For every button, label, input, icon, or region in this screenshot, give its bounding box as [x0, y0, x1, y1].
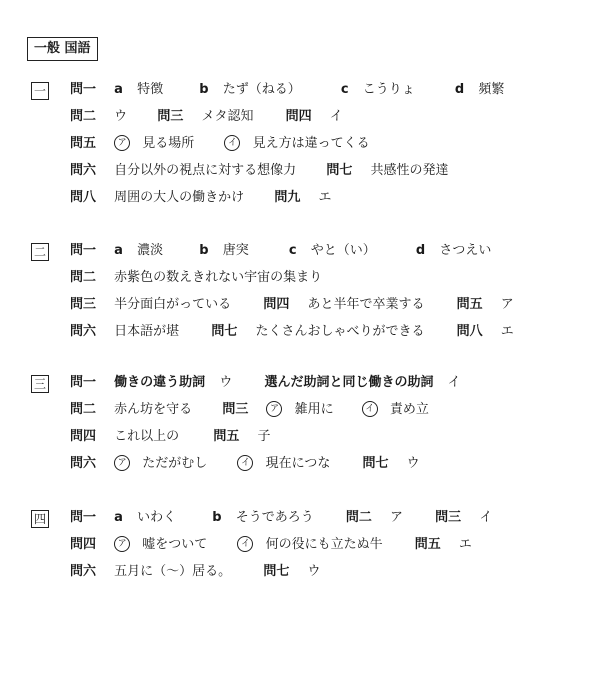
answer: 子: [257, 429, 271, 444]
answer: 日本語が堪: [114, 324, 180, 339]
question-label: 問一: [70, 243, 97, 258]
answer: 現在につな: [265, 456, 331, 471]
section-1-number: 一: [31, 82, 49, 100]
circled-marker: ア: [114, 455, 130, 471]
item-letter: a: [114, 243, 123, 258]
circled-marker: イ: [224, 135, 240, 151]
answer: エ: [458, 537, 472, 552]
question-label: 問七: [211, 324, 238, 339]
question-label: 問八: [70, 190, 97, 205]
section-2-number: 二: [31, 243, 49, 261]
answer: 共感性の発達: [370, 163, 449, 178]
s1-line-4: [70, 161, 448, 181]
answer: エ: [500, 324, 514, 339]
s2-line-4: [70, 322, 514, 342]
question-label: 問一: [70, 375, 97, 390]
question-label: 問三: [435, 510, 462, 525]
answer: 自分以外の視点に対する想像力: [114, 163, 297, 178]
question-label: 問九: [274, 190, 301, 205]
circled-marker: イ: [237, 536, 253, 552]
answer: イ: [479, 510, 493, 525]
question-label: 問四: [285, 109, 312, 124]
question-label: 問八: [456, 324, 483, 339]
answer: 雑用に: [294, 402, 334, 417]
question-label: 問五: [414, 537, 441, 552]
answer: 見え方は違ってくる: [252, 136, 370, 151]
item-letter: d: [454, 82, 465, 97]
circled-marker: ア: [114, 536, 130, 552]
s1-line-2: [70, 107, 343, 127]
question-label: 問二: [70, 402, 97, 417]
question-label: 問三: [222, 402, 249, 417]
item-letter: c: [288, 243, 297, 258]
answer: エ: [318, 190, 332, 205]
section-3-number: 三: [31, 375, 49, 393]
answer: そうであろう: [235, 510, 314, 525]
question-label: 問三: [70, 297, 97, 312]
item-letter: b: [212, 510, 222, 525]
answer: 半分面白がっている: [114, 297, 232, 312]
question-label: 問五: [213, 429, 240, 444]
item-letter: a: [114, 510, 123, 525]
answer: イ: [447, 375, 461, 390]
answer: メタ認知: [201, 109, 254, 124]
answer: たず（ねる）: [222, 82, 301, 97]
answer: 赤紫色の数えきれない宇宙の集まり: [114, 270, 323, 285]
s4-line-2: [70, 535, 472, 555]
item-letter: d: [415, 243, 426, 258]
s3-line-3: [70, 427, 270, 447]
question-label: 問七: [362, 456, 389, 471]
item-letter: b: [199, 82, 209, 97]
answer: ウ: [307, 564, 321, 579]
answer: 周囲の大人の働きかけ: [114, 190, 245, 205]
question-label: 問六: [70, 163, 97, 178]
answer: 濃淡: [137, 243, 164, 258]
s1-line-1: [70, 80, 504, 100]
answer: ウ: [219, 375, 233, 390]
s2-line-3: [70, 295, 514, 315]
question-label: 問六: [70, 456, 97, 471]
question-label: 問五: [70, 136, 97, 151]
s4-line-1: [70, 508, 492, 528]
sub-label: 選んだ助詞と同じ働きの助詞: [264, 375, 434, 390]
question-label: 問七: [326, 163, 353, 178]
s3-line-1: [70, 373, 461, 393]
answer: これ以上の: [114, 429, 180, 444]
answer: ア: [390, 510, 404, 525]
question-label: 問六: [70, 564, 97, 579]
answer: 何の役にも立たぬ牛: [265, 537, 383, 552]
s1-line-3: [70, 134, 370, 154]
item-letter: a: [114, 82, 123, 97]
question-label: 問一: [70, 82, 97, 97]
answer: イ: [329, 109, 343, 124]
question-label: 問七: [263, 564, 290, 579]
answer: さつえい: [439, 243, 492, 258]
answer: 特徴: [137, 82, 164, 97]
question-label: 問四: [263, 297, 290, 312]
answer: ウ: [114, 109, 128, 124]
answer: ウ: [406, 456, 420, 471]
s1-line-5: [70, 188, 331, 208]
question-label: 問三: [157, 109, 184, 124]
item-letter: b: [199, 243, 209, 258]
answer: あと半年で卒業する: [307, 297, 425, 312]
circled-marker: イ: [362, 401, 378, 417]
item-letter: c: [340, 82, 349, 97]
answer: やと（い）: [310, 243, 376, 258]
answer: 見る場所: [142, 136, 195, 151]
section-4-number: 四: [31, 510, 49, 528]
question-label: 問二: [345, 510, 372, 525]
s2-line-1: [70, 241, 491, 261]
answer: たくさんおしゃべりができる: [255, 324, 425, 339]
answer: こうりょ: [362, 82, 415, 97]
answer: 赤ん坊を守る: [114, 402, 193, 417]
circled-marker: ア: [114, 135, 130, 151]
s2-line-2: [70, 268, 322, 288]
question-label: 問四: [70, 537, 97, 552]
s3-line-2: [70, 400, 429, 420]
question-label: 問五: [456, 297, 483, 312]
s3-line-4: [70, 454, 420, 474]
question-label: 問一: [70, 510, 97, 525]
answer: 責め立: [389, 402, 429, 417]
answer: 嘘をついて: [142, 537, 208, 552]
question-label: 問二: [70, 109, 97, 124]
page-title: 一般 国語: [27, 37, 98, 61]
answer: ア: [500, 297, 514, 312]
question-label: 問二: [70, 270, 97, 285]
answer: 五月に（～）居る。: [114, 564, 232, 579]
question-label: 問四: [70, 429, 97, 444]
circled-marker: イ: [237, 455, 253, 471]
sub-label: 働きの違う助詞: [114, 375, 206, 390]
answer: ただがむし: [142, 456, 208, 471]
circled-marker: ア: [266, 401, 282, 417]
s4-line-3: [70, 562, 320, 582]
question-label: 問六: [70, 324, 97, 339]
answer: 唐突: [222, 243, 249, 258]
answer: いわく: [137, 510, 177, 525]
answer: 頻繁: [478, 82, 505, 97]
